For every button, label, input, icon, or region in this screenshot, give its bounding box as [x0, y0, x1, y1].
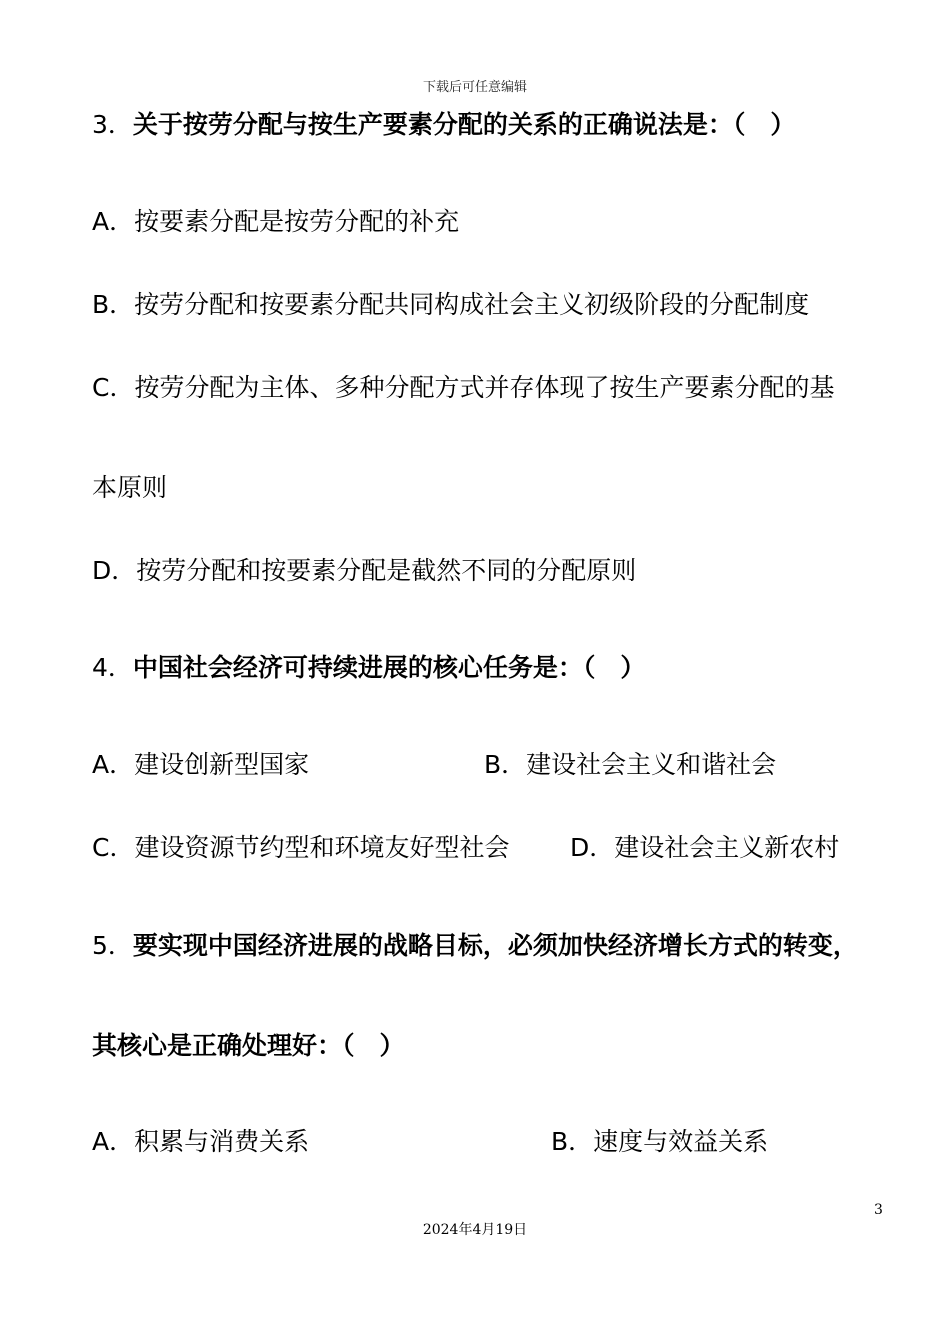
- option-label: B．: [551, 1127, 594, 1156]
- question-text: 关于按劳分配与按生产要素分配的关系的正确说法是：（ ）: [132, 110, 796, 139]
- question-3-option-d: [92, 556, 636, 586]
- question-5-continuation: 其核心是正确处理好：（ ）: [92, 1031, 405, 1060]
- option-label: C．: [92, 833, 135, 862]
- question-4-option-b: [484, 750, 776, 780]
- option-label: D．: [92, 556, 137, 585]
- question-5: [92, 931, 858, 961]
- question-text: 中国社会经济可持续进展的核心任务是：（ ）: [132, 653, 646, 682]
- question-4-option-c: [92, 833, 509, 863]
- question-number: 3．: [92, 110, 133, 139]
- question-5-option-b: [551, 1127, 768, 1157]
- option-label: A．: [92, 207, 135, 236]
- question-text: 要实现中国经济进展的战略目标，必须加快经济增长方式的转变，: [132, 931, 858, 960]
- option-text: 按劳分配和按要素分配共同构成社会主义初级阶段的分配制度: [134, 290, 810, 319]
- question-3-option-c: [92, 373, 834, 403]
- option-label: B．: [484, 750, 527, 779]
- option-label: A．: [92, 750, 135, 779]
- option-text: 速度与效益关系: [593, 1127, 769, 1156]
- option-text: 建设社会主义新农村: [614, 833, 840, 862]
- page-number: 3: [874, 1202, 883, 1218]
- page-header: 下载后可任意编辑: [422, 80, 527, 95]
- question-3-option-a: [92, 207, 459, 237]
- option-text: 建设社会主义和谐社会: [526, 750, 777, 779]
- question-3-option-c-continuation: 本原则: [92, 473, 168, 502]
- option-text: 按劳分配为主体、多种分配方式并存体现了按生产要素分配的基: [134, 373, 835, 402]
- question-4-option-a: [92, 750, 309, 780]
- option-label: D．: [570, 833, 615, 862]
- question-4: [92, 653, 645, 683]
- question-number: 5．: [92, 931, 133, 960]
- page-footer-date: 2024年4月19日: [422, 1222, 528, 1238]
- option-text: 按要素分配是按劳分配的补充: [134, 207, 460, 236]
- option-text: 建设创新型国家: [134, 750, 310, 779]
- question-3-option-b: [92, 290, 809, 320]
- question-4-option-d: [570, 833, 839, 863]
- question-number: 4．: [92, 653, 133, 682]
- option-label: A．: [92, 1127, 135, 1156]
- question-5-option-a: [92, 1127, 309, 1157]
- option-label: C．: [92, 373, 135, 402]
- option-text: 积累与消费关系: [134, 1127, 310, 1156]
- question-3: [92, 110, 795, 140]
- option-text: 按劳分配和按要素分配是截然不同的分配原则: [136, 556, 637, 585]
- option-text: 建设资源节约型和环境友好型社会: [134, 833, 510, 862]
- option-label: B．: [92, 290, 135, 319]
